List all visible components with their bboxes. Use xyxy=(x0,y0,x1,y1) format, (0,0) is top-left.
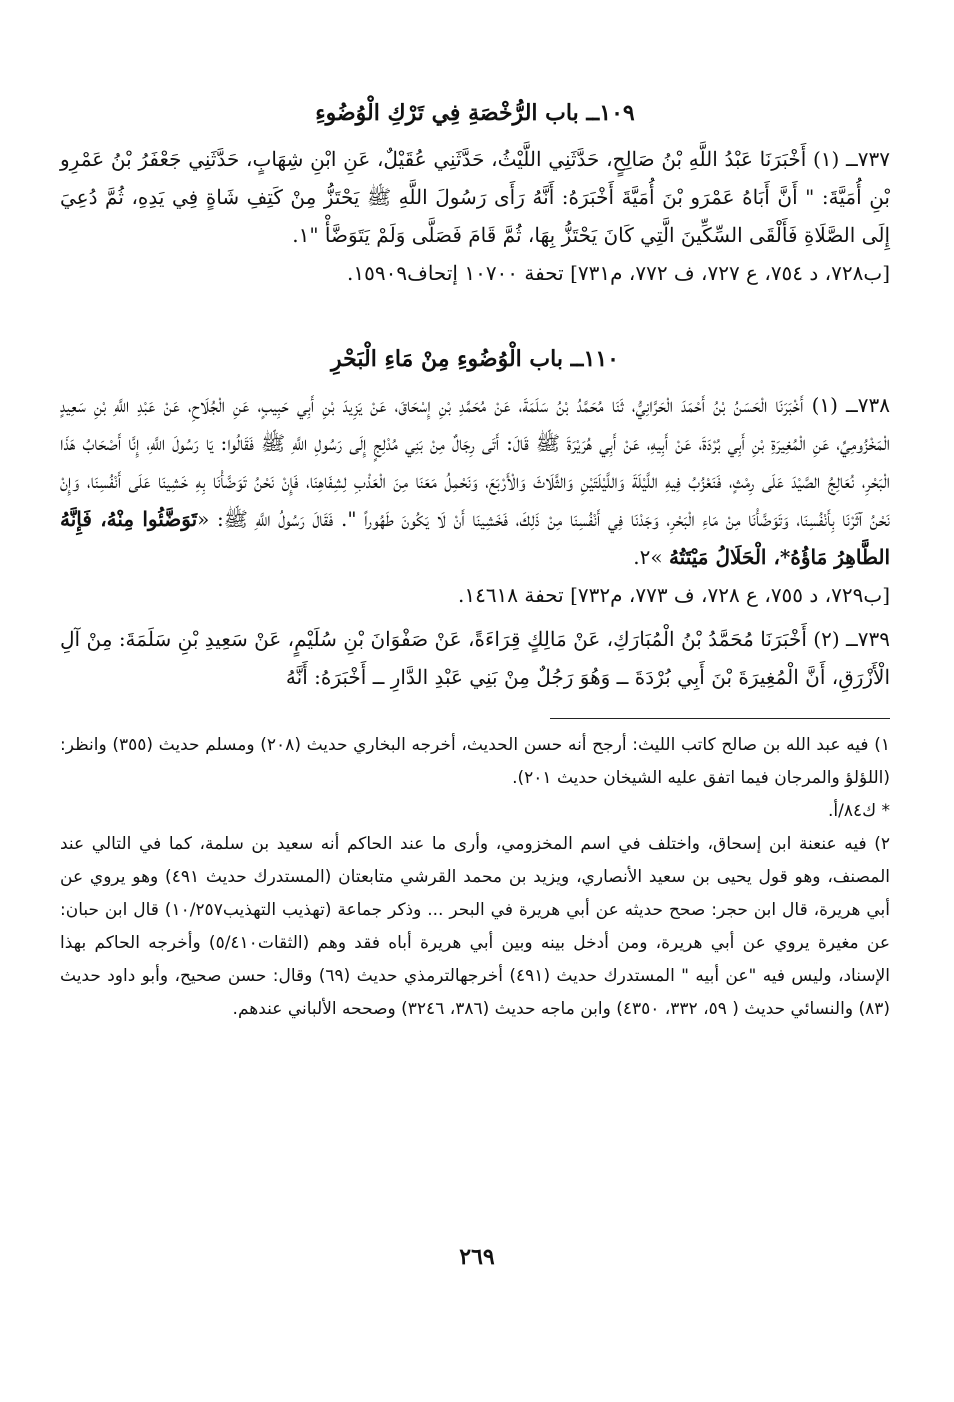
chapter-heading-110: ١١٠ــ باب الْوُضُوءِ مِنْ مَاءِ الْبَحْرِ xyxy=(331,346,619,372)
hadith-738-text: ٧٣٨ــ (١) أَخْبَرَنَا الْحَسَنُ بْنُ أَحْمَدَ الْحَرَّانِيُّ، ثَنَا مُحَمَّدُ بْنُ سَلَمَةَ، عَنْ مُحَمَّدِ بْنِ إِسْحَاقَ، عَنْ يَزِيدَ بْنِ أَبِي حَبِيبٍ، عَنِ الْجُلَاحِ، عَنْ عَبْدِ اللَّهِ بْنِ سَعِيدٍ الْمَخْزُومِيِّ، عَنِ الْمُغِيرَةِ بْنِ أَبِي بُرْدَةَ، عَنْ أَبِيهِ، عَنْ أَبِي هُرَيْرَةَ ﷺ قَالَ: أَتَى رِجَالٌ مِنْ بَنِي مُدْلِجٍ إِلَى رَسُولِ اللَّهِ ﷺ فَقَالُوا: يَا رَسُولَ اللَّهِ، إِنَّا أَصْحَابُ هَذَا الْبَحْرِ، نُعَالِجُ الصَّيْدَ عَلَى رِمْثٍ، فَنَعْزُبُ فِيهِ اللَّيْلَةَ وَاللَّيْلَتَيْنِ وَالثَّلَاثَ وَالْأَرْبَعَ، وَنَحْمِلُ مَعَنَا مِنَ الْعَذْبِ لِشِفَاهِنَا، فَإِنْ نَحْنُ تَوَضَّأْنَا بِهِ خَشِينَا عَلَى أَنْفُسِنَا، وَإِنْ نَحْنُ آثَرْنَا بِأَنْفُسِنَا، وَتَوَضَّأْنَا مِنْ مَاءِ الْبَحْرِ، وَجَدْنَا فِي أَنْفُسِنَا مِنْ ذَلِكَ، فَخَشِينَا أَنْ لَا يَكُونَ طَهُوراً ". فَقَالَ رَسُولُ اللَّهِ ﷺ: « xyxy=(60,393,890,531)
hadith-738 xyxy=(60,386,890,576)
footnote-2: ٢) فيه عنعنة ابن إسحاق، واختلف في اسم المخزومي، وأرى ما عند الحاكم أنه سعيد بن سلمة، كما في التالي عند المصنف، وهو قول يحيى بن سعيد الأنصاري، ويزيد بن محمد القرشي متابعتان (المستدرك حديث ٤٩١) وهو يروي عن أبي هريرة، قال ابن حجر: صحح حديثه عن أبي هريرة في البحر ... وذكر جماعة (تهذيب التهذيب١٠/٢٥٧) قال ابن حبان: عن مغيرة يروي عن أبي هريرة، ومن أدخل بينه وبين أبي هريرة أباه فقد وهم (الثقات٥/٤١٠) وأخرجه الحاكم بهذا الإسناد، وليس فيه "عن أبيه " المستدرك حديث (٤٩١) أخرجهالترمذي حديث (٦٩) وقال: حسن صحيح، وأبو داود حديث (٨٣) والنسائي حديث ( ٥٩، ٣٣٢، ٤٣٥٠) وابن ماجه حديث (٣٨٦، ٣٢٤٦) وصححه الألباني عندهم. xyxy=(60,834,891,1019)
footnote-star: * ك٨٤/أ. xyxy=(827,801,890,821)
page-number: ٢٦٩ xyxy=(459,1244,495,1270)
chapter-heading-109: ١٠٩ــ باب الرُّخْصَةِ فِي تَرْكِ الْوُضُوءِ xyxy=(315,100,635,126)
hadith-738-end: »٢. xyxy=(633,545,669,569)
page-body xyxy=(60,92,890,1026)
hadith-738-prophetic-saying: تَوَضَّئُوا مِنْهُ، فَإِنَّهُ الطَّاهِرُ مَاؤُهُ*، الْحَلَالُ مَيْتَتُهُ xyxy=(60,507,890,569)
reference-738: [ب٧٢٩، د ٧٥٥، ع ٧٢٨، ف ٧٧٣، م٧٣٢] تحفة ١٤٦١٨. xyxy=(457,583,890,607)
footnote-divider xyxy=(550,718,890,719)
hadith-737: ٧٣٧ــ (١) أَخْبَرَنَا عَبْدُ اللَّهِ بْنُ صَالِحٍ، حَدَّثَنِي اللَّيْثُ، حَدَّثَنِي عُقَيْلٌ، عَنِ ابْنِ شِهَابٍ، حَدَّثَنِي جَعْفَرُ بْنُ عَمْرِو بْنِ أُمَيَّةَ: " أَنَّ أَبَاهُ عَمْرَو بْنَ أُمَيَّةَ أَخْبَرَهُ: أَنَّهُ رَأَى رَسُولَ اللَّهِ ﷺ يَحْتَزُّ مِنْ كَتِفِ شَاةٍ فِي يَدِهِ، ثُمَّ دُعِيَ إِلَى الصَّلَاةِ فَأَلْقَى السِّكِّينَ الَّتِي كَانَ يَحْتَزُّ بِهَا، ثُمَّ قَامَ فَصَلَّى وَلَمْ يَتَوَضَّأْ "١. xyxy=(60,147,890,247)
hadith-739: ٧٣٩ــ (٢) أَخْبَرَنَا مُحَمَّدُ بْنُ الْمُبَارَكِ، عَنْ مَالِكٍ قِرَاءَةً، عَنْ صَفْوَانَ بْنِ سُلَيْمٍ، عَنْ سَعِيدِ بْنِ سَلَمَةَ: مِنْ آلِ الْأَزْرَقِ، أَنَّ الْمُغِيرَةَ بْنَ أَبِي بُرْدَةَ ــ وَهُوَ رَجُلٌ مِنْ بَنِي عَبْدِ الدَّارِ ــ أَخْبَرَهُ: أَنَّهُ xyxy=(60,627,890,689)
reference-737: [ب٧٢٨، د ٧٥٤، ع ٧٢٧، ف ٧٧٢، م٧٣١] تحفة ١٠٧٠٠ إتحاف١٥٩٠٩. xyxy=(347,261,890,285)
footnote-1: ١) فيه عبد الله بن صالح كاتب الليث: أرجح أنه حسن الحديث، أخرجه البخاري حديث (٢٠٨) ومسلم حديث (٣٥٥) وانظر: (اللؤلؤ والمرجان فيما اتفق عليه الشيخان حديث ٢٠١). xyxy=(60,735,890,788)
